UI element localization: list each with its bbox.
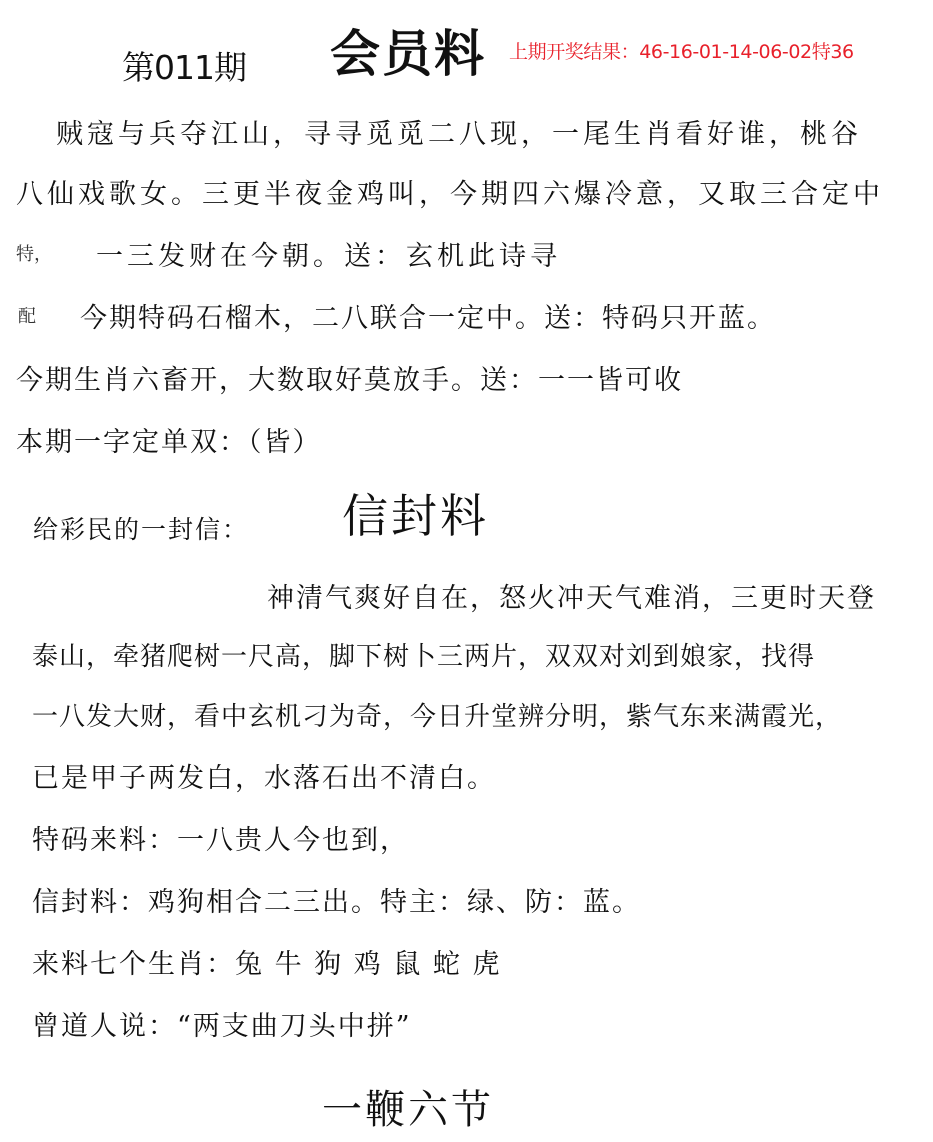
envelope-material-line: 信封料：鸡狗相合二三出。特主：绿、防：蓝。: [32, 887, 641, 918]
bottom-title: 一鞭六节: [322, 1087, 494, 1133]
seven-zodiac-line: 来料七个生肖：兔 牛 狗 鸡 鼠 蛇 虎: [32, 949, 502, 980]
member-line-4-label: 配: [18, 306, 36, 327]
member-line-3: 一三发财在今朝。送：玄机此诗寻: [96, 241, 561, 272]
envelope-title: 信封料: [342, 489, 489, 543]
poem-line-3: 一八发大财，看中玄机刁为奇，今日升堂辨分明，紫气东来满霞光，: [32, 702, 843, 732]
member-line-4: 今期特码石榴木，二八联合一定中。送：特码只开蓝。: [80, 303, 776, 334]
member-line-2: 八仙戏歌女。三更半夜金鸡叫，今期四六爆冷意，又取三合定中: [16, 179, 884, 210]
member-line-1: 贼寇与兵夺江山，寻寻觅觅二八现，一尾生肖看好谁，桃谷: [56, 119, 862, 150]
member-line-3-label: 特，: [16, 244, 52, 265]
member-title: 会员料: [330, 24, 486, 83]
member-line-6: 本期一字定单双：（皆）: [16, 427, 322, 458]
poem-line-2: 泰山，牵猪爬树一尺高，脚下树卜三两片，双双对刘到娘家，找得: [32, 642, 816, 672]
issue-number: 第011期: [122, 48, 246, 87]
daoren-saying-line: 曾道人说：“两支曲刀头中拼”: [32, 1011, 412, 1042]
poem-line-4: 已是甲子两发白，水落石出不清白。: [32, 763, 496, 794]
special-code-line: 特码来料：一八贵人今也到，: [32, 825, 409, 856]
poem-line-1: 神清气爽好自在，怒火冲天气难消，三更时天登: [267, 583, 876, 614]
member-line-5: 今期生肖六畜开，大数取好莫放手。送：一一皆可收: [16, 365, 683, 396]
last-draw-result: 上期开奖结果：46-16-01-14-06-02特36: [509, 41, 854, 63]
greeting-text: 给彩民的一封信：: [33, 515, 250, 544]
